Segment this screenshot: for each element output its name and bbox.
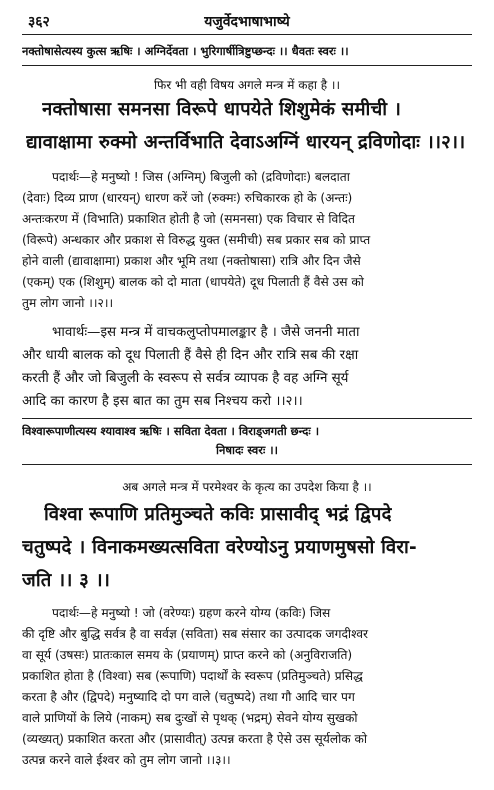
mantra-verse-line: द्यावाक्षामा रुक्मो अन्तर्विभाति देवाऽअग्निं धारयन् द्रविणोदाः ।।२।। [26,132,466,153]
mantra-meta-2: विश्वारूपाणीत्यस्य श्यावाश्व ऋषिः । सविता देवता । विराड्जगती छन्दः । [22,424,320,438]
padartha-line: वा सूर्य (उषसः) प्रातःकाल समय के (प्रयाणम्) प्राप्त करने को (अनुविराजति) [22,648,353,662]
padartha-line: प्रकाशित होता है (विश्वा) सब (रूपाणि) पदार्थों के स्वरूप (प्रतिमुञ्चते) प्रसिद्ध [22,669,363,683]
page-number: ३६२ [28,14,50,30]
padartha-line: की दृष्टि और बुद्धि सर्वत्र है वा सर्वज्ञ (सविता) सब संसार का उत्पादक जगदीश्वर [22,627,369,641]
intro-line-2: अब अगले मन्त्र में परमेश्वर के कृत्य का उपदेश किया है ।। [122,480,372,494]
intro-line-1: फिर भी वही विषय अगले मन्त्र में कहा है ।। [153,78,341,92]
meta-rule-1 [22,65,472,66]
page-header [22,10,472,32]
padartha-line: उत्पन्न करने वाले ईश्वर को तुम लोग जानो ।।३।। [22,753,231,767]
meta-rule-2-top [22,418,472,419]
bhavartha-line: भावार्थः—इस मन्त्र में वाचकलुप्तोपमालङ्कार है । जैसे जननी माता [52,325,360,340]
header-rule [22,34,472,35]
mantra-verse-line: जति ।। ३ ।। [22,570,111,591]
padartha-line: पदार्थः—हे मनुष्यो ! जिस (अग्निम्) बिजुली को (द्रविणोदाः) बलदाता [52,170,350,184]
mantra-meta-1: नक्तोषासेत्यस्य कुत्स ऋषिः । अग्निर्देवता । भुरिगार्षीत्रिष्टुप्छन्दः ।। धैवतः स्वरः ।। [22,44,349,58]
mantra-verse-line: विश्वा रूपाणि प्रतिमुञ्चते कविः प्रासावीद् भद्रं द्विपदे [44,504,392,525]
bhavartha-line: करती हैं और जो बिजुली के स्वरूप से सर्वत्र व्यापक है वह अग्नि सूर्य [22,371,349,386]
padartha-line: पदार्थः—हे मनुष्यो ! जो (वरेण्यः) ग्रहण करने योग्य (कविः) जिस [52,606,331,620]
mantra-verse-line: नक्तोषासा समनसा विरूपे धापयेते शिशुमेकं समीची । [42,99,402,120]
bhavartha-line: और धायी बालक को दूध पिलाती हैं वैसे ही दिन और रात्रि सब की रक्षा [22,348,359,363]
mantra-verse-line: चतुष्पदे । विनाकमख्यत्सविता वरेण्योऽनु प्रयाणमुषसो विरा- [22,537,417,558]
padartha-line: (व्यख्यत्) प्रकाशित करता और (प्रासावीत्) उत्पन्न करता है ऐसे उस सूर्यलोक को [22,732,368,746]
padartha-line: करता है और (द्विपदे) मनुष्यादि दो पग वाले (चतुष्पदे) तथा गौ आदि चार पग [22,690,355,704]
bhavartha-line: आदि का कारण है इस बात का तुम सब निश्चय करो ।।२।। [22,394,303,409]
padartha-line: (एकम्) एक (शिशुम्) बालक को दो माता (धापयेते) दूध पिलाती हैं वैसे उस को [22,275,364,289]
running-title: यजुर्वेदभाषाभाष्ये [204,14,290,30]
padartha-line: होने वाली (द्यावाक्षामा) प्रकाश और भूमि तथा (नक्तोषासा) रात्रि और दिन जैसे [22,254,361,268]
padartha-line: (विरूपे) अन्धकार और प्रकाश से विरुद्ध युक्त (समीची) सब प्रकार सब को प्राप्त [22,233,371,247]
padartha-line: (देवाः) दिव्य प्राण (धारयन्) धारण करें जो (रुक्मः) रुचिकारक हो के (अन्तः) [22,191,353,205]
padartha-line: वाले प्राणियों के लिये (नाकम्) सब दुःखों से पृथक् (भद्रम्) सेवने योग्य सुखको [22,711,358,725]
padartha-line: अन्तःकरण में (विभाति) प्रकाशित होती है जो (समनसा) एक विचार से विदित [22,212,355,226]
meta-rule-2-bottom [22,464,472,465]
padartha-line: तुम लोग जानो ।।२।। [22,296,114,310]
mantra-meta-2: निषादः स्वरः ।। [215,443,279,457]
